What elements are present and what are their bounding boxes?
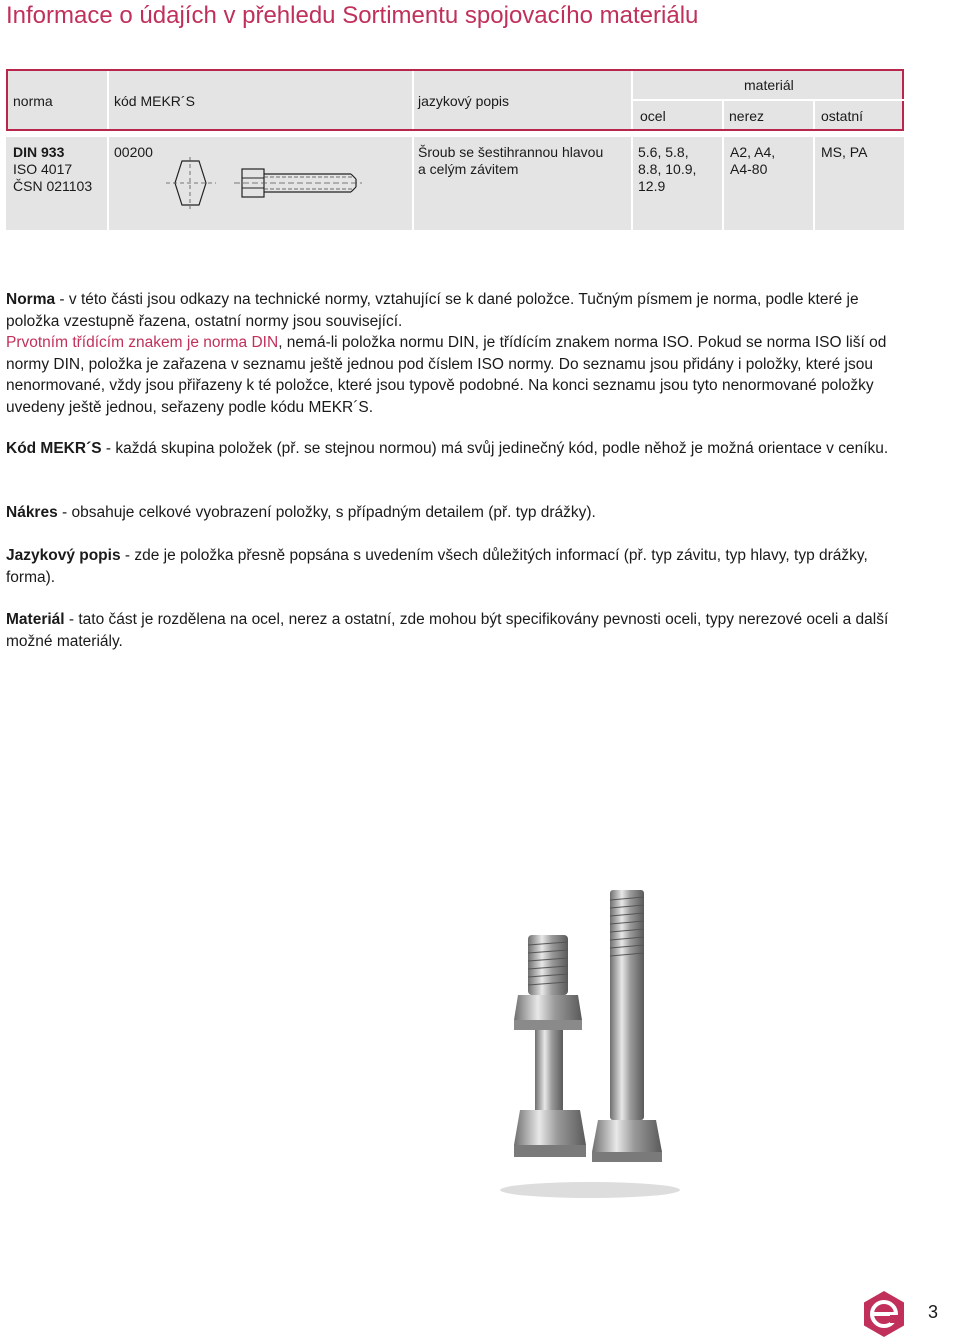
divider (722, 137, 724, 230)
hex-bolt-drawing (166, 157, 366, 209)
text: , nemá-li položka normu DIN, je třídícím znakem norma ISO. Pokud se norma ISO liší od normy DIN, položka je zařazena v seznamu ještě jednou pod číslem ISO normy. Do seznamu jsou přidány i položky, které jsou nenormované, vždy jsou přiřazeny k té položce, které jsou typově podobné. Na konci seznamu jsou tyto nenormované položky uvedeny ještě jednou, seřazeny podle kódu MEKR´S. (6, 334, 887, 416)
term: Jazykový popis (6, 547, 121, 564)
divider (813, 101, 815, 129)
header-kod: kód MEKR´S (114, 93, 195, 109)
text: - obsahuje celkové vyobrazení položky, s případným detailem (př. typ drážky). (57, 504, 596, 521)
divider (633, 99, 904, 101)
header-ostatni: ostatní (821, 108, 864, 124)
highlight-text: Prvotním třídícím znakem je norma DIN (6, 334, 279, 351)
text: - v této části jsou odkazy na technické normy, vztahující se k dané položce. Tučným písmem je norma, podle které je položka vzestupně řazena, ostatní normy jsou související. (6, 291, 859, 330)
page-number: 3 (928, 1302, 939, 1322)
term: Norma (6, 291, 56, 308)
header-ocel: ocel (640, 108, 666, 124)
divider (107, 137, 109, 230)
text: - zde je položka přesně popsána s uvedením všech důležitých informací (př. typ závitu, typ hlavy, typ drážky, forma). (6, 547, 868, 586)
paragraph-norma (6, 289, 906, 418)
header-nerez: nerez (729, 108, 765, 124)
divider (813, 137, 815, 230)
paragraph-popis (6, 545, 906, 588)
header-popis: jazykový popis (418, 93, 510, 109)
divider (107, 71, 109, 129)
divider (412, 137, 414, 230)
divider (631, 137, 633, 230)
mekrs-logo-icon (860, 1290, 908, 1338)
divider (722, 101, 724, 129)
norma-primary: DIN 933 (13, 144, 65, 160)
norma-related: ISO 4017 ČSN 021103 (13, 161, 93, 194)
term: Nákres (6, 504, 58, 521)
nerez-value: A2, A4, A4-80 (730, 144, 776, 177)
ocel-value: 5.6, 5.8, 8.8, 10.9, 12.9 (638, 144, 697, 194)
paragraph-nakres (6, 502, 906, 524)
text: - tato část je rozdělena na ocel, nerez a ostatní, zde mohou být specifikovány pevnosti oceli, typy nerezové oceli a další možné materiály. (6, 611, 889, 650)
paragraph-kod (6, 438, 906, 460)
bolts-photo (490, 860, 690, 1260)
paragraph-material (6, 609, 906, 652)
page-title: Informace o údajích v přehledu Sortimentu spojovacího materiálu (6, 2, 699, 29)
kod-value: 00200 (114, 144, 153, 160)
term: Kód MEKR´S (6, 440, 102, 457)
table-row (6, 137, 904, 230)
ostatni-value: MS, PA (821, 144, 868, 160)
header-material: materiál (744, 77, 794, 93)
table-header (6, 69, 904, 131)
text: - každá skupina položek (př. se stejnou normou) má svůj jedinečný kód, podle něhož je možná orientace v ceníku. (101, 440, 889, 457)
term: Materiál (6, 611, 65, 628)
popis-value: Šroub se šestihrannou hlavou a celým závitem (418, 144, 604, 177)
header-norma: norma (13, 93, 53, 109)
divider (412, 71, 414, 129)
